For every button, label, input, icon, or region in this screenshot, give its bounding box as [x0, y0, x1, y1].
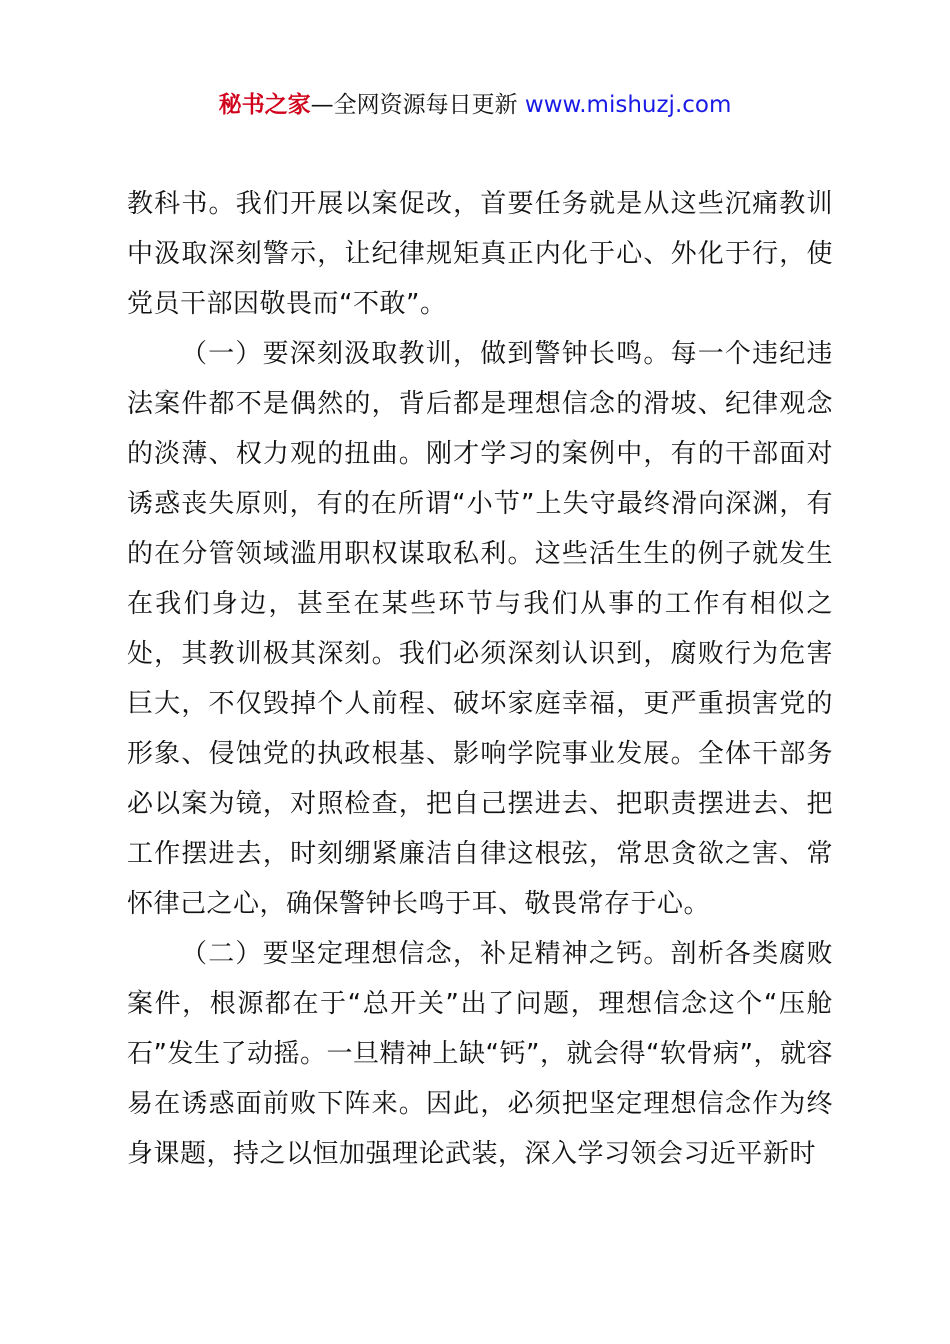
site-header [0, 88, 950, 122]
paragraph-section-one: （一）要深刻汲取教训，做到警钟长鸣。每一个违纪违法案件都不是偶然的，背后都是理想信念的滑坡、纪律观念的淡薄、权力观的扭曲。刚才学习的案例中，有的干部面对诱惑丧失原则，有的在所谓“小节”上失守最终滑向深渊，有的在分管领域滥用职权谋取私利。这些活生生的例子就发生在我们身边，甚至在某些环节与我们从事的工作有相似之处，其教训极其深刻。我们必须深刻认识到，腐败行为危害巨大，不仅毁掉个人前程、破坏家庭幸福，更严重损害党的形象、侵蚀党的执政根基、影响学院事业发展。全体干部务必以案为镜，对照检查，把自己摆进去、把职责摆进去、把工作摆进去，时刻绷紧廉洁自律这根弦，常思贪欲之害、常怀律己之心，确保警钟长鸣于耳、敬畏常存于心。 [127, 339, 833, 919]
paragraph-continuation: 教科书。我们开展以案促改，首要任务就是从这些沉痛教训中汲取深刻警示，让纪律规矩真正内化于心、外化于行，使党员干部因敬畏而“不敢”。 [127, 189, 833, 319]
document-body [127, 179, 833, 1179]
site-url[interactable]: www.mishuzj.com [524, 92, 732, 118]
site-tagline: —全网资源每日更新 [310, 92, 525, 118]
site-brand: 秘书之家 [218, 92, 311, 118]
paragraph-section-two: （二）要坚定理想信念，补足精神之钙。剖析各类腐败案件，根源都在于“总开关”出了问题，理想信念这个“压舱石”发生了动摇。一旦精神上缺“钙”，就会得“软骨病”，就容易在诱惑面前败下阵来。因此，必须把坚定理想信念作为终身课题，持之以恒加强理论武装，深入学习领会习近平新时 [127, 939, 833, 1169]
